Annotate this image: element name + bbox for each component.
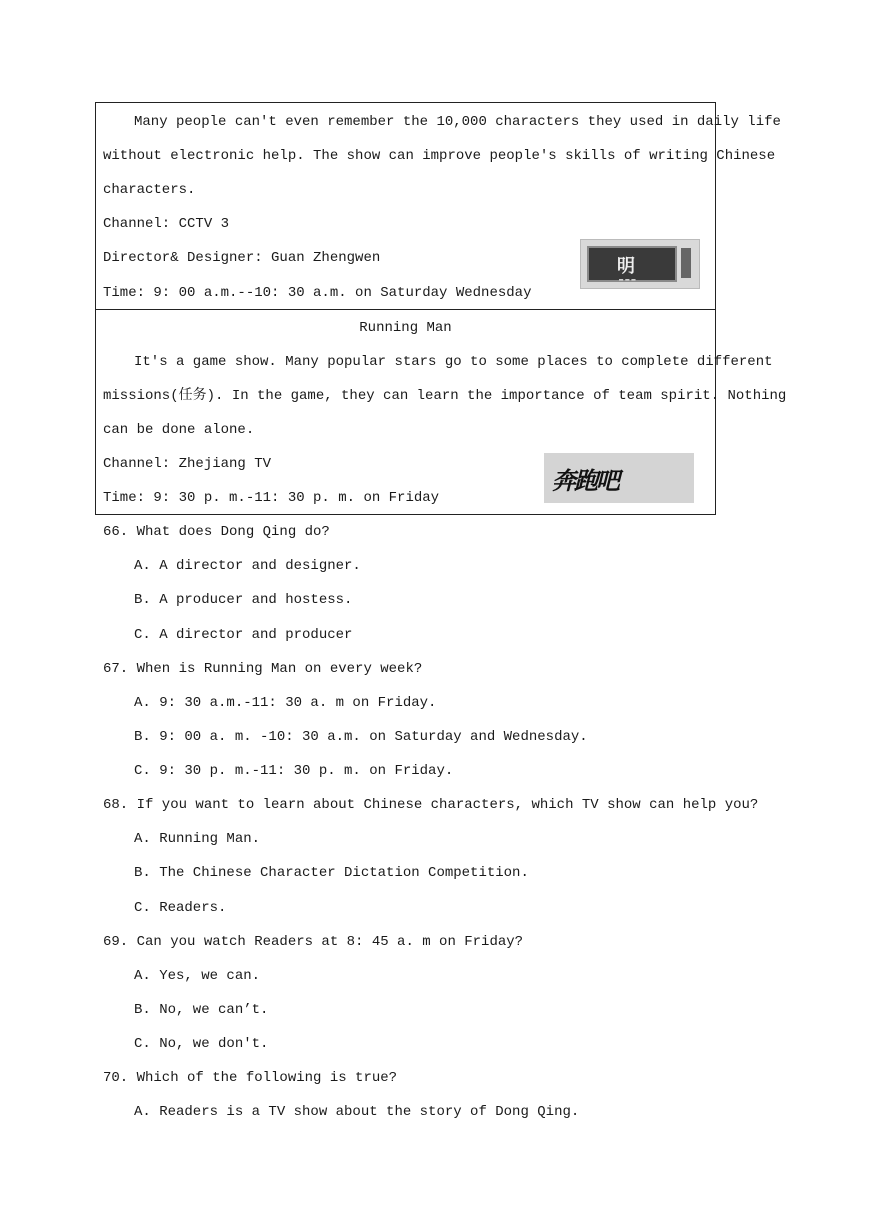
option-66-b: B. A producer and hostess. xyxy=(134,592,353,608)
question-69: 69. Can you watch Readers at 8: 45 a. m on Friday? xyxy=(103,934,524,950)
program-description-line: It's a game show. Many popular stars go to some places to complete different xyxy=(134,354,773,370)
logo-glyph: 奔跑吧 xyxy=(552,467,618,495)
option-66-c: C. A director and producer xyxy=(134,627,353,643)
option-67-c: C. 9: 30 p. m.-11: 30 p. m. on Friday. xyxy=(134,763,454,779)
program-director: Director& Designer: Guan Zhengwen xyxy=(103,250,381,266)
program-channel: Channel: Zhejiang TV xyxy=(103,456,272,472)
show-logo-image: 明 ▬▬▬ xyxy=(580,239,700,289)
program-description-line: without electronic help. The show can improve people's skills of writing Chinese xyxy=(103,148,776,164)
program-box-running-man xyxy=(95,309,787,515)
program-description-line: can be done alone. xyxy=(103,422,255,438)
program-description-line: Many people can't even remember the 10,000 characters they used in daily life xyxy=(134,114,781,130)
option-69-b: B. No, we can’t. xyxy=(134,1002,269,1018)
program-description-line: characters. xyxy=(103,182,196,198)
option-70-a: A. Readers is a TV show about the story of Dong Qing. xyxy=(134,1104,580,1120)
question-70: 70. Which of the following is true? xyxy=(103,1070,398,1086)
question-66: 66. What does Dong Qing do? xyxy=(103,524,330,540)
program-description-line: missions(任务). In the game, they can learn the importance of team spirit. Nothing xyxy=(103,388,787,404)
option-66-a: A. A director and designer. xyxy=(134,558,361,574)
option-67-b: B. 9: 00 a. m. -10: 30 a.m. on Saturday and Wednesday. xyxy=(134,729,588,745)
logo-glyph: 明 xyxy=(617,256,635,277)
option-68-a: A. Running Man. xyxy=(134,831,261,847)
running-man-logo-image xyxy=(544,453,694,503)
program-time: Time: 9: 30 p. m.-11: 30 p. m. on Friday xyxy=(103,490,440,506)
option-67-a: A. 9: 30 a.m.-11: 30 a. m on Friday. xyxy=(134,695,437,711)
question-67: 67. When is Running Man on every week? xyxy=(103,661,423,677)
program-box-character-show xyxy=(95,102,781,310)
program-channel: Channel: CCTV 3 xyxy=(103,216,230,232)
program-time: Time: 9: 00 a.m.--10: 30 a.m. on Saturday Wednesday xyxy=(103,285,532,301)
question-68: 68. If you want to learn about Chinese characters, which TV show can help you? xyxy=(103,797,759,813)
option-69-a: A. Yes, we can. xyxy=(134,968,261,984)
option-68-c: C. Readers. xyxy=(134,900,227,916)
option-69-c: C. No, we don't. xyxy=(134,1036,269,1052)
program-title: Running Man xyxy=(359,320,452,336)
option-68-b: B. The Chinese Character Dictation Competition. xyxy=(134,865,529,881)
